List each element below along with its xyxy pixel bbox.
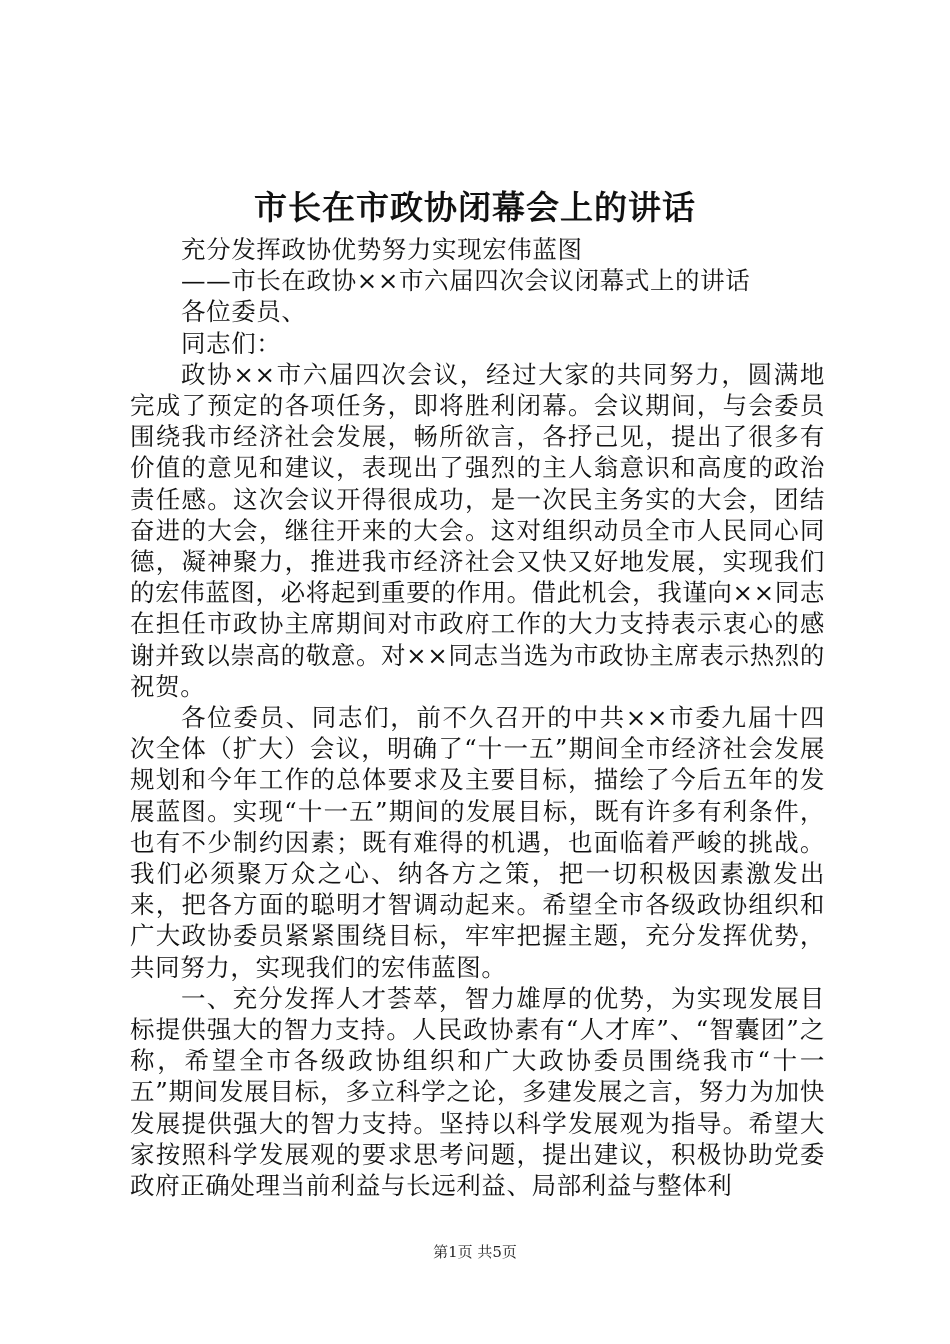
body-paragraph: 一、充分发挥人才荟萃，智力雄厚的优势，为实现发展目标提供强大的智力支持。人民政协素有“人才库”、“智囊团”之称，希望全市各级政协组织和广大政协委员围绕我市“十一五”期间发展目标，多立科学之论，多建发展之言，努力为加快发展提供强大的智力支持。坚持以科学发展观为指导。希望大家按照科学发展观的要求思考问题，提出建议，积极协助党委政府正确处理当前利益与长远利益、局部利益与整体利 <box>130 983 825 1201</box>
subtitle-byline: ——市长在政协××市六届四次会议闭幕式上的讲话 <box>181 266 751 296</box>
body-paragraph: 各位委员、同志们，前不久召开的中共××市委九届十四次全体（扩大）会议，明确了“十一五”期间全市经济社会发展规划和今年工作的总体要求及主要目标，描绘了今后五年的发展蓝图。实现“十一五”期间的发展目标，既有许多有利条件，也有不少制约因素；既有难得的机遇，也面临着严峻的挑战。我们必须聚万众之心、纳各方之策，把一切积极因素激发出来，把各方面的聪明才智调动起来。希望全市各级政协组织和广大政协委员紧紧围绕目标，牢牢把握主题，充分发挥优势，共同努力，实现我们的宏伟蓝图。 <box>130 703 825 982</box>
salutation-line-2: 同志们： <box>181 328 282 358</box>
document-title: 市长在市政协闭幕会上的讲话 <box>254 188 696 227</box>
document-body <box>130 234 825 1201</box>
subtitle: 充分发挥政协优势努力实现宏伟蓝图 <box>181 235 583 264</box>
salutation-line-1: 各位委员、 <box>181 297 307 327</box>
body-paragraph: 政协××市六届四次会议，经过大家的共同努力，圆满地完成了预定的各项任务，即将胜利闭幕。会议期间，与会委员围绕我市经济社会发展，畅所欲言，各抒己见，提出了很多有价值的意见和建议，表现出了强烈的主人翁意识和高度的政治责任感。这次会议开得很成功，是一次民主务实的大会，团结奋进的大会，继往开来的大会。这对组织动员全市人民同心同德，凝神聚力，推进我市经济社会又快又好地发展，实现我们的宏伟蓝图，必将起到重要的作用。借此机会，我谨向××同志在担任市政协主席期间对市政府工作的大力支持表示衷心的感谢并致以崇高的敬意。对××同志当选为市政协主席表示热烈的祝贺。 <box>130 359 825 701</box>
page-number-footer: 第1页 共5页 <box>433 1243 517 1261</box>
